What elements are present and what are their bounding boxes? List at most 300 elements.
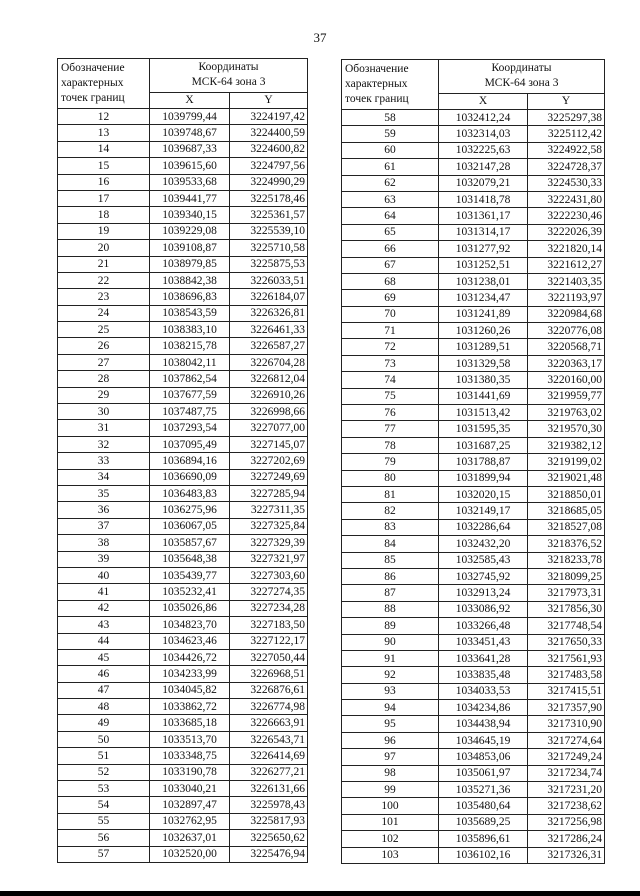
x-coordinate-cell: 1037862,54 bbox=[150, 371, 230, 387]
table-row bbox=[342, 306, 605, 322]
table-row bbox=[58, 354, 308, 370]
y-coordinate-cell: 3224400,59 bbox=[230, 125, 308, 141]
table-row bbox=[58, 190, 308, 206]
point-number-cell: 16 bbox=[58, 174, 150, 190]
y-coordinate-cell: 3226704,28 bbox=[230, 354, 308, 370]
point-number-cell: 54 bbox=[58, 797, 150, 813]
x-coordinate-cell: 1039687,33 bbox=[150, 141, 230, 157]
coords-line-1: Координаты bbox=[491, 62, 552, 74]
y-coordinate-cell: 3227183,50 bbox=[230, 617, 308, 633]
point-number-cell: 37 bbox=[58, 518, 150, 534]
table-row bbox=[58, 830, 308, 846]
y-coordinate-cell: 3224797,56 bbox=[230, 158, 308, 174]
x-coordinate-cell: 1038543,59 bbox=[150, 305, 230, 321]
point-number-cell: 78 bbox=[342, 437, 439, 453]
x-coordinate-cell: 1031314,17 bbox=[439, 224, 528, 240]
point-number-cell: 53 bbox=[58, 781, 150, 797]
table-row bbox=[58, 748, 308, 764]
table-row bbox=[58, 666, 308, 682]
point-number-cell: 77 bbox=[342, 421, 439, 437]
table-row bbox=[342, 486, 605, 502]
point-number-cell: 51 bbox=[58, 748, 150, 764]
y-coordinate-cell: 3226910,26 bbox=[230, 387, 308, 403]
y-coordinate-cell: 3226998,66 bbox=[230, 404, 308, 420]
table-row bbox=[342, 208, 605, 224]
table-row bbox=[342, 126, 605, 142]
table-row bbox=[342, 749, 605, 765]
x-coordinate-cell: 1034234,86 bbox=[439, 700, 528, 716]
y-coordinate-cell: 3218527,08 bbox=[528, 519, 605, 535]
point-number-cell: 86 bbox=[342, 568, 439, 584]
x-coordinate-cell: 1038215,78 bbox=[150, 338, 230, 354]
point-number-cell: 101 bbox=[342, 814, 439, 830]
table-row bbox=[58, 518, 308, 534]
x-coordinate-cell: 1033086,92 bbox=[439, 601, 528, 617]
right-table-body bbox=[342, 110, 605, 864]
point-number-cell: 82 bbox=[342, 503, 439, 519]
table-row bbox=[342, 683, 605, 699]
y-coordinate-cell: 3225297,38 bbox=[528, 110, 605, 126]
y-coordinate-cell: 3222230,46 bbox=[528, 208, 605, 224]
y-coordinate-cell: 3224990,29 bbox=[230, 174, 308, 190]
x-coordinate-cell: 1032432,20 bbox=[439, 536, 528, 552]
point-number-cell: 13 bbox=[58, 125, 150, 141]
x-coordinate-cell: 1032897,47 bbox=[150, 797, 230, 813]
point-number-cell: 33 bbox=[58, 453, 150, 469]
x-coordinate-cell: 1039108,87 bbox=[150, 240, 230, 256]
y-coordinate-cell: 3222026,39 bbox=[528, 224, 605, 240]
y-coordinate-cell: 3226774,98 bbox=[230, 699, 308, 715]
y-coordinate-cell: 3217238,62 bbox=[528, 798, 605, 814]
y-coordinate-cell: 3226131,66 bbox=[230, 781, 308, 797]
y-coordinate-cell: 3225650,62 bbox=[230, 830, 308, 846]
point-number-cell: 56 bbox=[58, 830, 150, 846]
y-coordinate-cell: 3224530,33 bbox=[528, 175, 605, 191]
x-coordinate-cell: 1034426,72 bbox=[150, 649, 230, 665]
label-line-1: Обозначение bbox=[61, 62, 125, 74]
point-number-cell: 45 bbox=[58, 649, 150, 665]
point-number-cell: 57 bbox=[58, 846, 150, 862]
point-number-cell: 35 bbox=[58, 485, 150, 501]
point-number-cell: 25 bbox=[58, 322, 150, 338]
point-number-cell: 19 bbox=[58, 223, 150, 239]
x-coordinate-cell: 1035689,25 bbox=[439, 814, 528, 830]
x-coordinate-cell: 1033835,48 bbox=[439, 667, 528, 683]
point-number-cell: 96 bbox=[342, 732, 439, 748]
x-coordinate-cell: 1032147,28 bbox=[439, 159, 528, 175]
table-row bbox=[342, 814, 605, 830]
x-coordinate-cell: 1036102,16 bbox=[439, 847, 528, 863]
y-coordinate-cell: 3225476,94 bbox=[230, 846, 308, 862]
y-coordinate-cell: 3217234,74 bbox=[528, 765, 605, 781]
x-coordinate-cell: 1033862,72 bbox=[150, 699, 230, 715]
point-number-cell: 75 bbox=[342, 388, 439, 404]
y-coordinate-cell: 3225539,10 bbox=[230, 223, 308, 239]
point-number-cell: 100 bbox=[342, 798, 439, 814]
y-coordinate-cell: 3217256,98 bbox=[528, 814, 605, 830]
table-row bbox=[58, 649, 308, 665]
table-row bbox=[58, 125, 308, 141]
y-coordinate-cell: 3217483,58 bbox=[528, 667, 605, 683]
label-line-3: точек границ bbox=[345, 93, 409, 105]
y-coordinate-cell: 3217357,90 bbox=[528, 700, 605, 716]
point-number-cell: 21 bbox=[58, 256, 150, 272]
x-coordinate-cell: 1032225,63 bbox=[439, 142, 528, 158]
left-table-body bbox=[58, 109, 308, 863]
x-coordinate-cell: 1033641,28 bbox=[439, 650, 528, 666]
y-coordinate-cell: 3221403,35 bbox=[528, 273, 605, 289]
x-coordinate-cell: 1034623,46 bbox=[150, 633, 230, 649]
y-coordinate-cell: 3226587,27 bbox=[230, 338, 308, 354]
x-coordinate-cell: 1031788,87 bbox=[439, 454, 528, 470]
point-number-cell: 74 bbox=[342, 372, 439, 388]
table-row bbox=[58, 240, 308, 256]
x-coordinate-cell: 1036690,09 bbox=[150, 469, 230, 485]
coords-line-1: Координаты bbox=[198, 61, 259, 73]
table-row bbox=[342, 503, 605, 519]
point-number-cell: 65 bbox=[342, 224, 439, 240]
point-number-cell: 40 bbox=[58, 567, 150, 583]
x-coordinate-cell: 1037487,75 bbox=[150, 404, 230, 420]
x-coordinate-cell: 1039441,77 bbox=[150, 190, 230, 206]
x-coordinate-cell: 1032020,15 bbox=[439, 486, 528, 502]
coordinates-header bbox=[439, 60, 605, 94]
table-row bbox=[342, 110, 605, 126]
label-line-2: характерных bbox=[61, 77, 124, 89]
y-coordinate-cell: 3219959,77 bbox=[528, 388, 605, 404]
x-coordinate-cell: 1031513,42 bbox=[439, 405, 528, 421]
x-coordinate-cell: 1032745,92 bbox=[439, 568, 528, 584]
point-number-cell: 102 bbox=[342, 831, 439, 847]
table-row bbox=[58, 535, 308, 551]
x-coordinate-cell: 1039799,44 bbox=[150, 109, 230, 125]
point-number-cell: 46 bbox=[58, 666, 150, 682]
point-number-cell: 38 bbox=[58, 535, 150, 551]
x-coordinate-cell: 1035648,38 bbox=[150, 551, 230, 567]
table-row bbox=[342, 732, 605, 748]
x-coordinate-cell: 1033348,75 bbox=[150, 748, 230, 764]
point-number-cell: 60 bbox=[342, 142, 439, 158]
point-number-cell: 69 bbox=[342, 290, 439, 306]
x-coordinate-cell: 1033040,21 bbox=[150, 781, 230, 797]
point-number-cell: 39 bbox=[58, 551, 150, 567]
table-row bbox=[58, 158, 308, 174]
x-coordinate-cell: 1034045,82 bbox=[150, 682, 230, 698]
y-coordinate-cell: 3220776,08 bbox=[528, 323, 605, 339]
y-coordinate-cell: 3217286,24 bbox=[528, 831, 605, 847]
point-number-cell: 26 bbox=[58, 338, 150, 354]
coordinates-table-left bbox=[57, 58, 308, 863]
x-coordinate-cell: 1035896,61 bbox=[439, 831, 528, 847]
table-row bbox=[342, 323, 605, 339]
point-number-cell: 44 bbox=[58, 633, 150, 649]
x-coordinate-cell: 1034438,94 bbox=[439, 716, 528, 732]
y-coordinate-cell: 3217326,31 bbox=[528, 847, 605, 863]
table-row bbox=[58, 633, 308, 649]
point-number-cell: 42 bbox=[58, 600, 150, 616]
y-coordinate-cell: 3224197,42 bbox=[230, 109, 308, 125]
y-coordinate-cell: 3227145,07 bbox=[230, 436, 308, 452]
x-coordinate-cell: 1039748,67 bbox=[150, 125, 230, 141]
x-coordinate-cell: 1031595,35 bbox=[439, 421, 528, 437]
y-coordinate-cell: 3227325,84 bbox=[230, 518, 308, 534]
y-coordinate-cell: 3226326,81 bbox=[230, 305, 308, 321]
y-coordinate-cell: 3227329,39 bbox=[230, 535, 308, 551]
y-coordinate-cell: 3217561,93 bbox=[528, 650, 605, 666]
y-coordinate-cell: 3217274,64 bbox=[528, 732, 605, 748]
point-number-cell: 50 bbox=[58, 731, 150, 747]
point-number-cell: 59 bbox=[342, 126, 439, 142]
point-number-cell: 70 bbox=[342, 306, 439, 322]
table-row bbox=[342, 552, 605, 568]
table-row bbox=[58, 453, 308, 469]
label-line-3: точек границ bbox=[61, 92, 125, 104]
table-row bbox=[342, 798, 605, 814]
y-coordinate-cell: 3226414,69 bbox=[230, 748, 308, 764]
x-coordinate-cell: 1031441,69 bbox=[439, 388, 528, 404]
x-coordinate-cell: 1038696,83 bbox=[150, 289, 230, 305]
y-coordinate-cell: 3218099,25 bbox=[528, 568, 605, 584]
table-row bbox=[58, 600, 308, 616]
x-coordinate-cell: 1033266,48 bbox=[439, 618, 528, 634]
label-line-2: характерных bbox=[345, 78, 408, 90]
table-row bbox=[342, 700, 605, 716]
table-row bbox=[342, 224, 605, 240]
y-coordinate-cell: 3227077,00 bbox=[230, 420, 308, 436]
coords-line-2: МСК-64 зона 3 bbox=[191, 76, 266, 88]
x-coordinate-cell: 1032913,24 bbox=[439, 585, 528, 601]
point-number-cell: 34 bbox=[58, 469, 150, 485]
table-row bbox=[342, 142, 605, 158]
table-row bbox=[342, 191, 605, 207]
y-coordinate-cell: 3227274,35 bbox=[230, 584, 308, 600]
point-number-cell: 76 bbox=[342, 405, 439, 421]
point-number-cell: 22 bbox=[58, 272, 150, 288]
point-number-cell: 87 bbox=[342, 585, 439, 601]
x-coordinate-cell: 1033451,43 bbox=[439, 634, 528, 650]
table-row bbox=[342, 175, 605, 191]
table-row bbox=[342, 421, 605, 437]
table-row bbox=[58, 781, 308, 797]
y-coordinate-cell: 3221820,14 bbox=[528, 241, 605, 257]
point-number-cell: 47 bbox=[58, 682, 150, 698]
y-coordinate-cell: 3217415,51 bbox=[528, 683, 605, 699]
y-coordinate-cell: 3226277,21 bbox=[230, 764, 308, 780]
y-coordinate-cell: 3218233,78 bbox=[528, 552, 605, 568]
point-number-cell: 52 bbox=[58, 764, 150, 780]
point-label-header bbox=[58, 59, 150, 109]
point-number-cell: 23 bbox=[58, 289, 150, 305]
table-row bbox=[58, 404, 308, 420]
point-number-cell: 63 bbox=[342, 191, 439, 207]
y-coordinate-cell: 3225817,93 bbox=[230, 813, 308, 829]
table-row bbox=[342, 667, 605, 683]
point-number-cell: 81 bbox=[342, 486, 439, 502]
point-number-cell: 17 bbox=[58, 190, 150, 206]
table-row bbox=[342, 454, 605, 470]
table-row bbox=[58, 305, 308, 321]
table-row bbox=[58, 141, 308, 157]
y-coordinate-cell: 3217973,31 bbox=[528, 585, 605, 601]
point-number-cell: 36 bbox=[58, 502, 150, 518]
x-coordinate-cell: 1032520,00 bbox=[150, 846, 230, 862]
point-number-cell: 91 bbox=[342, 650, 439, 666]
table-row bbox=[58, 715, 308, 731]
table-row bbox=[58, 109, 308, 125]
y-coordinate-cell: 3217650,33 bbox=[528, 634, 605, 650]
table-row bbox=[58, 731, 308, 747]
table-row bbox=[58, 371, 308, 387]
y-column-header: Y bbox=[230, 93, 308, 109]
table-row bbox=[58, 617, 308, 633]
y-coordinate-cell: 3225710,58 bbox=[230, 240, 308, 256]
y-coordinate-cell: 3218685,05 bbox=[528, 503, 605, 519]
point-number-cell: 80 bbox=[342, 470, 439, 486]
x-coordinate-cell: 1036894,16 bbox=[150, 453, 230, 469]
table-row bbox=[58, 502, 308, 518]
point-number-cell: 92 bbox=[342, 667, 439, 683]
table-row bbox=[342, 241, 605, 257]
y-coordinate-cell: 3226968,51 bbox=[230, 666, 308, 682]
y-coordinate-cell: 3221612,27 bbox=[528, 257, 605, 273]
y-coordinate-cell: 3226543,71 bbox=[230, 731, 308, 747]
table-row bbox=[342, 290, 605, 306]
x-coordinate-cell: 1031241,89 bbox=[439, 306, 528, 322]
point-number-cell: 84 bbox=[342, 536, 439, 552]
x-coordinate-cell: 1035480,64 bbox=[439, 798, 528, 814]
point-number-cell: 83 bbox=[342, 519, 439, 535]
x-coordinate-cell: 1037293,54 bbox=[150, 420, 230, 436]
table-row bbox=[342, 536, 605, 552]
x-coordinate-cell: 1031687,25 bbox=[439, 437, 528, 453]
y-coordinate-cell: 3225178,46 bbox=[230, 190, 308, 206]
x-coordinate-cell: 1035439,77 bbox=[150, 567, 230, 583]
point-number-cell: 89 bbox=[342, 618, 439, 634]
table-row bbox=[342, 634, 605, 650]
x-coordinate-cell: 1037677,59 bbox=[150, 387, 230, 403]
table-row bbox=[342, 355, 605, 371]
coordinates-table-right bbox=[341, 59, 605, 864]
table-row bbox=[58, 207, 308, 223]
table-row bbox=[58, 699, 308, 715]
x-coordinate-cell: 1032286,64 bbox=[439, 519, 528, 535]
table-row bbox=[342, 765, 605, 781]
y-coordinate-cell: 3217249,24 bbox=[528, 749, 605, 765]
y-coordinate-cell: 3217310,90 bbox=[528, 716, 605, 732]
y-column-header: Y bbox=[528, 94, 605, 110]
point-label-header bbox=[342, 60, 439, 110]
x-coordinate-cell: 1031252,51 bbox=[439, 257, 528, 273]
y-coordinate-cell: 3222431,80 bbox=[528, 191, 605, 207]
x-coordinate-cell: 1034645,19 bbox=[439, 732, 528, 748]
y-coordinate-cell: 3224600,82 bbox=[230, 141, 308, 157]
point-number-cell: 29 bbox=[58, 387, 150, 403]
point-number-cell: 67 bbox=[342, 257, 439, 273]
y-coordinate-cell: 3227050,44 bbox=[230, 649, 308, 665]
point-number-cell: 88 bbox=[342, 601, 439, 617]
y-coordinate-cell: 3226033,51 bbox=[230, 272, 308, 288]
point-number-cell: 71 bbox=[342, 323, 439, 339]
x-coordinate-cell: 1031361,17 bbox=[439, 208, 528, 224]
x-coordinate-cell: 1034853,06 bbox=[439, 749, 528, 765]
table-row bbox=[58, 764, 308, 780]
table-row bbox=[342, 273, 605, 289]
x-coordinate-cell: 1032079,21 bbox=[439, 175, 528, 191]
x-column-header: X bbox=[150, 93, 230, 109]
x-coordinate-cell: 1032585,43 bbox=[439, 552, 528, 568]
y-coordinate-cell: 3226184,07 bbox=[230, 289, 308, 305]
y-coordinate-cell: 3219382,12 bbox=[528, 437, 605, 453]
table-row bbox=[58, 223, 308, 239]
x-coordinate-cell: 1035271,36 bbox=[439, 782, 528, 798]
x-coordinate-cell: 1039533,68 bbox=[150, 174, 230, 190]
table-row bbox=[342, 437, 605, 453]
x-coordinate-cell: 1035232,41 bbox=[150, 584, 230, 600]
y-coordinate-cell: 3227303,60 bbox=[230, 567, 308, 583]
y-coordinate-cell: 3218850,01 bbox=[528, 486, 605, 502]
y-coordinate-cell: 3219199,02 bbox=[528, 454, 605, 470]
point-number-cell: 61 bbox=[342, 159, 439, 175]
y-coordinate-cell: 3225875,53 bbox=[230, 256, 308, 272]
y-coordinate-cell: 3224922,58 bbox=[528, 142, 605, 158]
table-row bbox=[342, 257, 605, 273]
x-coordinate-cell: 1038383,10 bbox=[150, 322, 230, 338]
table-row bbox=[342, 372, 605, 388]
y-coordinate-cell: 3217856,30 bbox=[528, 601, 605, 617]
table-row bbox=[58, 813, 308, 829]
point-number-cell: 79 bbox=[342, 454, 439, 470]
point-number-cell: 73 bbox=[342, 355, 439, 371]
x-coordinate-cell: 1031380,35 bbox=[439, 372, 528, 388]
table-row bbox=[342, 568, 605, 584]
point-number-cell: 48 bbox=[58, 699, 150, 715]
table-row bbox=[58, 551, 308, 567]
table-row bbox=[342, 716, 605, 732]
x-coordinate-cell: 1032637,01 bbox=[150, 830, 230, 846]
table-row bbox=[342, 339, 605, 355]
x-coordinate-cell: 1038979,85 bbox=[150, 256, 230, 272]
table-row bbox=[58, 485, 308, 501]
table-row bbox=[58, 387, 308, 403]
x-coordinate-cell: 1033190,78 bbox=[150, 764, 230, 780]
y-coordinate-cell: 3225361,57 bbox=[230, 207, 308, 223]
point-number-cell: 12 bbox=[58, 109, 150, 125]
y-coordinate-cell: 3226876,61 bbox=[230, 682, 308, 698]
x-coordinate-cell: 1035857,67 bbox=[150, 535, 230, 551]
x-coordinate-cell: 1035061,97 bbox=[439, 765, 528, 781]
x-coordinate-cell: 1031899,94 bbox=[439, 470, 528, 486]
y-coordinate-cell: 3226812,04 bbox=[230, 371, 308, 387]
x-coordinate-cell: 1034823,70 bbox=[150, 617, 230, 633]
point-number-cell: 94 bbox=[342, 700, 439, 716]
x-coordinate-cell: 1034233,99 bbox=[150, 666, 230, 682]
table-row bbox=[58, 584, 308, 600]
table-row bbox=[342, 650, 605, 666]
point-number-cell: 20 bbox=[58, 240, 150, 256]
point-number-cell: 72 bbox=[342, 339, 439, 355]
scan-bottom-edge bbox=[0, 891, 640, 896]
x-coordinate-cell: 1032314,03 bbox=[439, 126, 528, 142]
table-row bbox=[342, 618, 605, 634]
table-row bbox=[58, 174, 308, 190]
x-coordinate-cell: 1034033,53 bbox=[439, 683, 528, 699]
y-coordinate-cell: 3219570,30 bbox=[528, 421, 605, 437]
table-row bbox=[58, 272, 308, 288]
x-column-header: X bbox=[439, 94, 528, 110]
table-row bbox=[58, 289, 308, 305]
y-coordinate-cell: 3227234,28 bbox=[230, 600, 308, 616]
point-number-cell: 15 bbox=[58, 158, 150, 174]
